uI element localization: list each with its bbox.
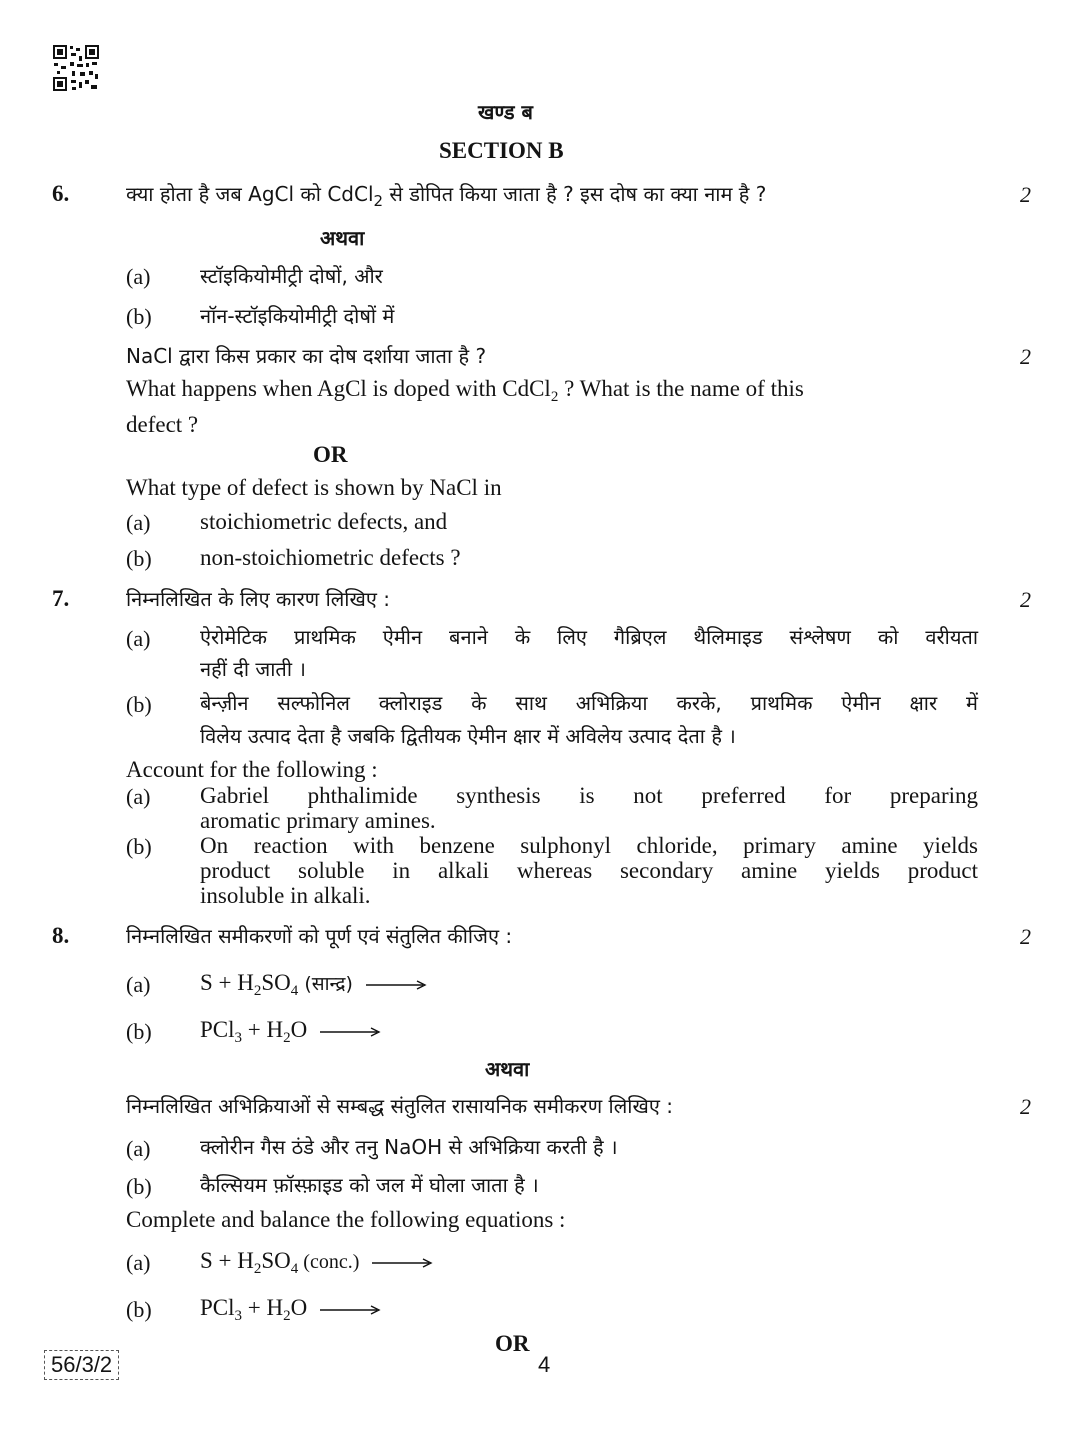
q8-a-label-hi: (a) [126,972,151,997]
q7-b-english-line1: On reaction with benzene sulphonyl chloride, primary amine yields [200,833,978,858]
q8-or-marks: 2 [1020,1094,1031,1119]
q6-a-label-en: (a) [126,510,151,535]
q6-hindi-question: क्या होता है जब AgCl को CdCl$_2$ से डोपित किया जाता है ? इस दोष का क्या नाम है ? [126,182,767,210]
q6-english-question-cont: defect ? [126,412,199,437]
q8-a2-hindi: क्लोरीन गैस ठंडे और तनु NaOH से अभिक्रिया करती है । [200,1135,618,1159]
q8-equation-b-english: $PCl_3 + H_2O$ [200,1295,381,1321]
question-number-6: 6. [52,181,70,206]
q8-equation-a-hindi: $S + H_2SO_4$ (सान्द्र) [200,970,427,996]
q6-b-label-en: (b) [126,546,152,571]
arrow-right-icon [319,1304,381,1316]
q7-a-english-line2: aromatic primary amines. [200,808,436,833]
q6-b-label-hi: (b) [126,304,152,329]
q6-or-marks: 2 [1020,344,1031,369]
q7-a-english-line1: Gabriel phthalimide synthesis is not preferred for preparing [200,783,978,808]
q7-b-label-en: (b) [126,834,152,859]
q6-a-hindi: स्टॉइकियोमीट्री दोषों, और [200,264,383,288]
q8-b-label-hi: (b) [126,1019,152,1044]
q7-b-hindi-line1: बेन्ज़ीन सल्फोनिल क्लोराइड के साथ अभिक्रिया करके, प्राथमिक ऐमीन क्षार में [200,691,978,715]
q7-a-hindi-line1: ऐरोमेटिक प्राथमिक ऐमीन बनाने के लिए गैब्रिएल थैलिमाइड संश्लेषण को वरीयता [200,625,978,649]
q8-a-label-en: (a) [126,1250,151,1275]
paper-code: 56/3/2 [44,1350,119,1380]
q7-b-label-hi: (b) [126,692,152,717]
arrow-right-icon [365,979,427,991]
q8-b2-label: (b) [126,1174,152,1199]
question-number-8: 8. [52,923,70,948]
q6-a-english: stoichiometric defects, and [200,509,448,534]
q7-marks: 2 [1020,587,1031,612]
qr-code [52,44,100,92]
q6-or-english: OR [313,442,348,467]
q6-b-hindi: नॉन-स्टॉइकियोमीट्री दोषों में [200,304,395,328]
q7-hindi-title: निम्नलिखित के लिए कारण लिखिए : [126,587,391,611]
q8-a2-label: (a) [126,1136,151,1161]
q6-english-question: What happens when AgCl is doped with CdCl$_2$ ? What is the name of this [126,376,804,405]
q8-b-label-en: (b) [126,1297,152,1322]
q8-b2-hindi: कैल्सियम फ़ॉस्फ़ाइड को जल में घोला जाता है । [200,1173,539,1197]
page-number: 4 [538,1352,551,1377]
q8-english-title: Complete and balance the following equations : [126,1207,566,1232]
q6-marks: 2 [1020,182,1031,207]
q7-b-english-line2: product soluble in alkali whereas secondary amine yields product [200,858,978,883]
q8-equation-a-english: $S + H_2SO_4$ (conc.) [200,1248,433,1274]
q7-b-english-line3: insoluble in alkali. [200,883,371,908]
question-number-7: 7. [52,586,70,611]
q7-a-label-hi: (a) [126,626,151,651]
q7-b-hindi-line2: विलेय उत्पाद देता है जबकि द्वितीयक ऐमीन क्षार में अविलेय उत्पाद देता है । [200,724,736,748]
q6-a-label-hi: (a) [126,264,151,289]
arrow-right-icon [319,1026,381,1038]
q8-marks: 2 [1020,924,1031,949]
q8-or-english: OR [495,1331,530,1356]
section-title-english: SECTION B [439,138,564,163]
q7-english-title: Account for the following : [126,757,378,782]
q6-or-hindi: अथवा [320,226,365,250]
arrow-right-icon [371,1257,433,1269]
q7-a-hindi-line2: नहीं दी जाती । [200,657,306,681]
q8-equation-b-hindi: $PCl_3 + H_2O$ [200,1017,381,1043]
q8-hindi-title: निम्नलिखित समीकरणों को पूर्ण एवं संतुलित कीजिए : [126,924,513,948]
q6-type-english: What type of defect is shown by NaCl in [126,475,502,500]
q8-hindi-title-2: निम्नलिखित अभिक्रियाओं से सम्बद्ध संतुलित रासायनिक समीकरण लिखिए : [126,1094,673,1118]
q6-nacl-hindi: NaCl द्वारा किस प्रकार का दोष दर्शाया जाता है ? [126,344,487,368]
q6-b-english: non-stoichiometric defects ? [200,545,461,570]
section-title-hindi: खण्ड ब [478,100,533,124]
q7-a-label-en: (a) [126,784,151,809]
q8-or-hindi: अथवा [485,1057,530,1081]
